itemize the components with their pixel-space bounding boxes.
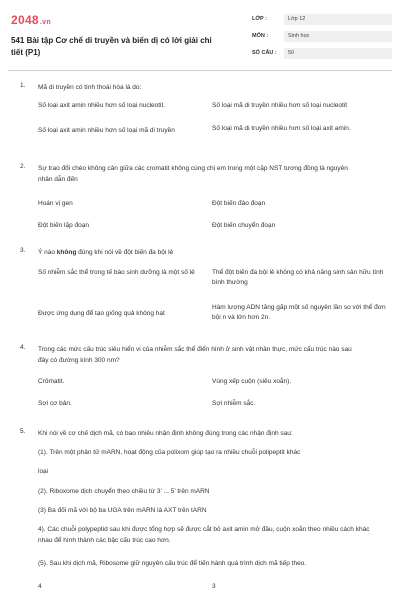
header-divider	[8, 70, 392, 71]
meta-label: SỐ CÂU :	[252, 50, 277, 56]
meta-label: LỚP :	[252, 16, 267, 22]
question-number: 4.	[20, 344, 26, 351]
answer-option[interactable]: Số loại mã di truyền nhiều hơn số loại nucleotit	[212, 102, 348, 109]
statement: (5). Sau khi dịch mã, Ribosome giữ nguyên cấu trúc để tiến hành quá trình dịch mã tiếp theo.	[38, 560, 307, 567]
meta-value: Sinh học	[284, 31, 392, 42]
meta-panel	[252, 12, 392, 60]
question-text: Sự trao đổi chéo không cân giữa các cromatit không cùng chị em trong một cặp NST tương đồng là nguyên nhân dẫn đến	[38, 165, 348, 183]
statement: (3) Ba đối mã với bộ ba UGA trên mARN là AXT trên tARN	[38, 507, 207, 514]
question-text: Khi nói về cơ chế dịch mã, có bao nhiêu nhận định không đúng trong các nhận định sau:	[38, 430, 293, 437]
meta-value: 50	[284, 48, 392, 59]
statement: (2). Riboxome dịch chuyển theo chiều từ 3’ ... 5’ trên mARN	[38, 488, 210, 495]
logo-main: 2048	[11, 13, 39, 27]
answer-option[interactable]: Được ứng dụng để tạo giống quả không hạt	[38, 310, 165, 317]
meta-label: MÔN :	[252, 33, 269, 39]
answer-option[interactable]: Đột biến lặp đoạn	[38, 222, 89, 229]
question-text: Mã di truyền có tính thoái hóa là do:	[38, 84, 142, 91]
question-text: Trong các mức cấu trúc siêu hiển vi của nhiễm sắc thể điển hình ở sinh vật nhân thực, mức cấu trúc nào sau đây có đường kính 300 nm?	[38, 346, 352, 364]
question-number: 5.	[20, 428, 26, 435]
answer-option[interactable]: Số loại mã di truyền nhiều hơn số loại axit amin.	[212, 125, 351, 132]
logo-suffix: .vn	[39, 19, 51, 26]
meta-row-count	[252, 46, 392, 60]
question-number: 1.	[20, 82, 26, 89]
answer-option[interactable]: Số loại axit amin nhiều hơn số loại mã di truyền	[38, 127, 175, 134]
site-logo[interactable]	[11, 13, 51, 27]
answer-option[interactable]: Đột biến chuyển đoạn	[212, 222, 276, 229]
answer-option[interactable]: Số loại axit amin nhiều hơn số loại nucleotit.	[38, 102, 166, 109]
answer-option[interactable]: Hoán vị gen	[38, 200, 73, 207]
statement: (1). Trên một phân tử mARN, hoạt động của polixom giúp tạo ra nhiều chuỗi polipeptit khác	[38, 449, 301, 456]
statement: 4). Các chuỗi polypeptid sau khi được tổng hợp sẽ được cắt bỏ axit amin mở đầu, cuộn xoắn theo nhiều cách khác nhau để hình thành các bậc cấu trúc cao hơn.	[38, 526, 370, 544]
answer-option[interactable]: Đột biến đảo đoạn	[212, 200, 266, 207]
answer-option[interactable]: Thể đột biến đa bội lẻ không có khả năng sinh sản hữu tính bình thường	[212, 269, 384, 286]
answer-option[interactable]: 4	[38, 583, 42, 590]
meta-value: Lớp 12	[284, 14, 392, 25]
answer-option[interactable]: 3	[212, 583, 216, 590]
question-text-pre: Ý nào	[38, 249, 57, 256]
answer-option[interactable]: Hàm lượng ADN tăng gấp một số nguyên lần so với thể đơn bội n và lớn hơn 2n.	[212, 304, 386, 321]
document-title: 541 Bài tập Cơ chế di truyền và biến dị có lời giải chi tiết (P1)	[11, 36, 212, 57]
question-text-post: đúng khi nói về đột biến đa bội lẻ	[76, 249, 174, 256]
question-text	[38, 247, 358, 258]
question-text-emphasis: không	[56, 249, 77, 256]
answer-option[interactable]: Số nhiễm sắc thể trong tế bào sinh dưỡng là một số lẻ	[38, 269, 195, 276]
answer-option[interactable]: Vùng xếp cuộn (siêu xoắn).	[212, 378, 292, 385]
answer-option[interactable]: Sợi cơ bản.	[38, 400, 72, 407]
question-number: 2.	[20, 163, 26, 170]
page-header	[0, 0, 400, 72]
question-number: 3.	[20, 247, 26, 254]
answer-option[interactable]: Sợi nhiễm sắc.	[212, 400, 256, 407]
statement: loại	[38, 468, 49, 475]
meta-row-subject	[252, 29, 392, 43]
answer-option[interactable]: Crômatit.	[38, 378, 65, 385]
meta-row-class	[252, 12, 392, 26]
